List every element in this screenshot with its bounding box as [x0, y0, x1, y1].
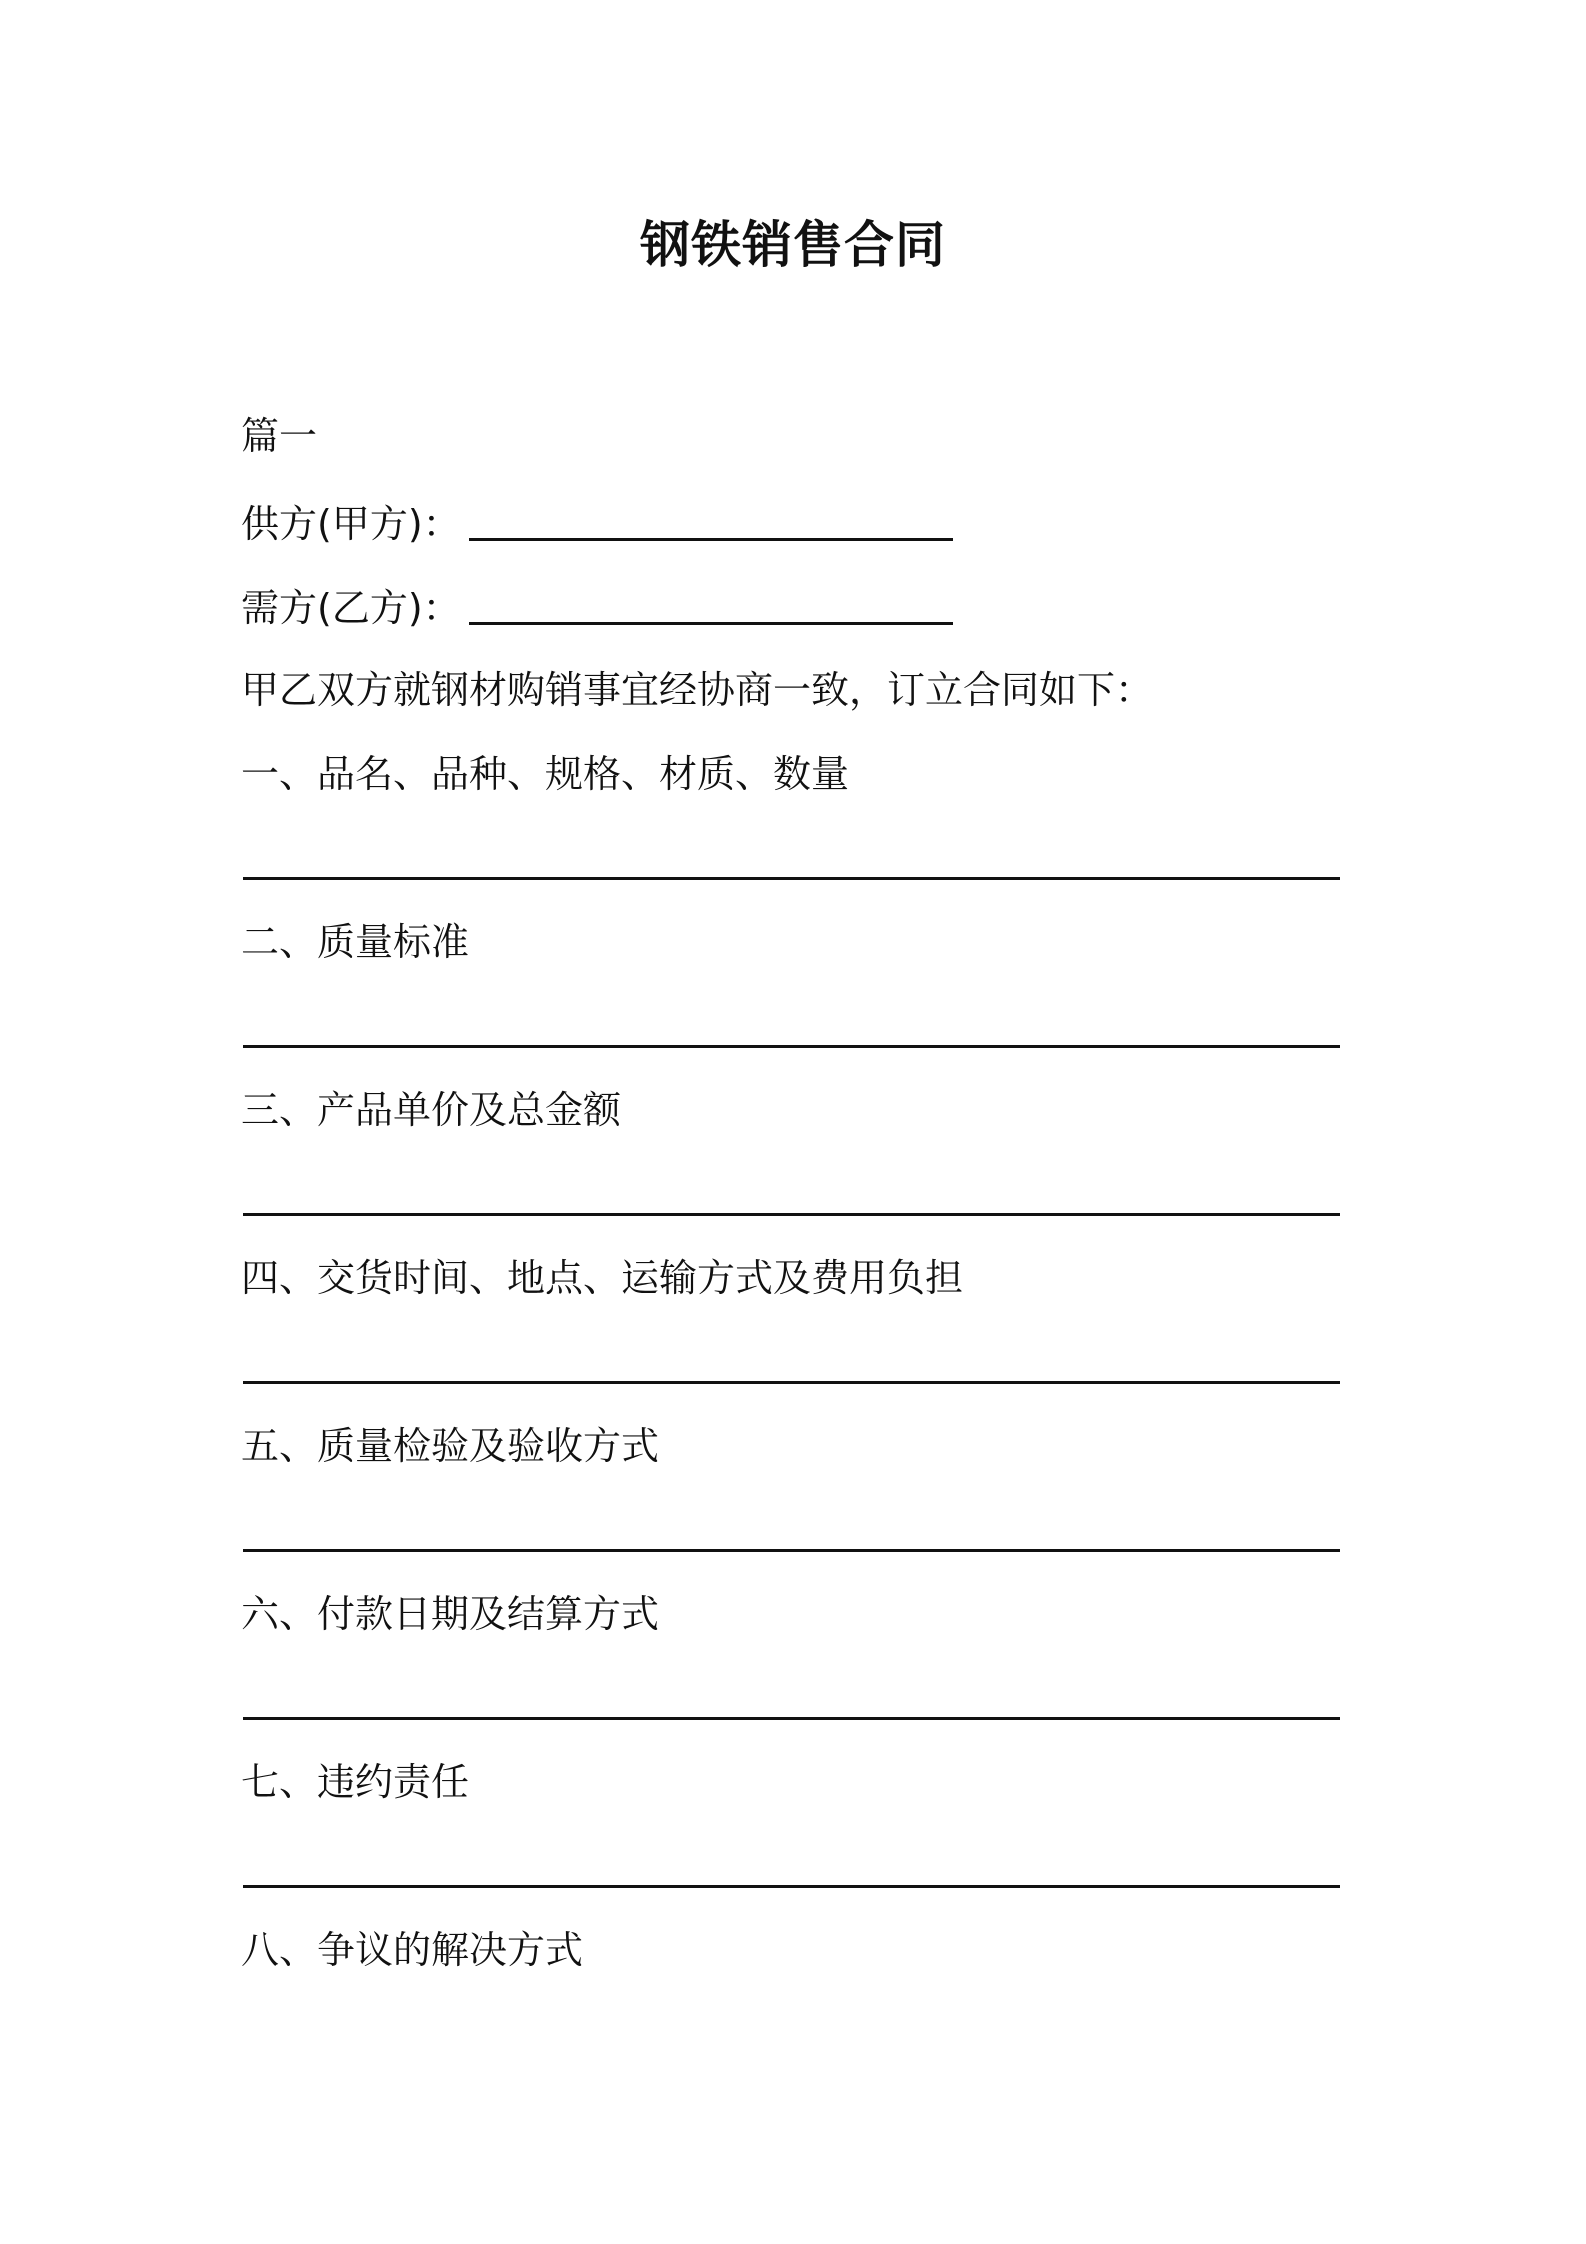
section-heading: 六、付款日期及结算方式 [241, 1592, 660, 1636]
section-heading: 三、产品单价及总金额 [241, 1088, 622, 1132]
section-heading: 八、争议的解决方式 [241, 1928, 584, 1972]
intro-text: 甲乙双方就钢材购销事宜经协商一致，订立合同如下： [241, 668, 1154, 712]
section-heading: 七、违约责任 [241, 1760, 470, 1804]
section-heading: 一、品名、品种、规格、材质、数量 [241, 752, 850, 796]
buyer-blank-field[interactable] [469, 582, 953, 625]
section-blank-line[interactable] [243, 1717, 1340, 1720]
section-heading: 二、质量标准 [241, 920, 470, 964]
buyer-row [241, 578, 953, 636]
section-blank-line[interactable] [243, 877, 1340, 880]
supplier-blank-field[interactable] [469, 498, 953, 541]
section-blank-line[interactable] [243, 1381, 1340, 1384]
document-title: 钢铁销售合同 [640, 216, 946, 274]
part-heading: 篇一 [241, 414, 318, 458]
section-blank-line[interactable] [243, 1549, 1340, 1552]
section-heading: 五、质量检验及验收方式 [241, 1424, 660, 1468]
section-heading: 四、交货时间、地点、运输方式及费用负担 [241, 1256, 964, 1300]
buyer-label: 需方(乙方)： [241, 586, 461, 630]
supplier-row [241, 494, 953, 552]
supplier-label: 供方(甲方)： [241, 502, 461, 546]
section-blank-line[interactable] [243, 1213, 1340, 1216]
section-blank-line[interactable] [243, 1885, 1340, 1888]
section-blank-line[interactable] [243, 1045, 1340, 1048]
